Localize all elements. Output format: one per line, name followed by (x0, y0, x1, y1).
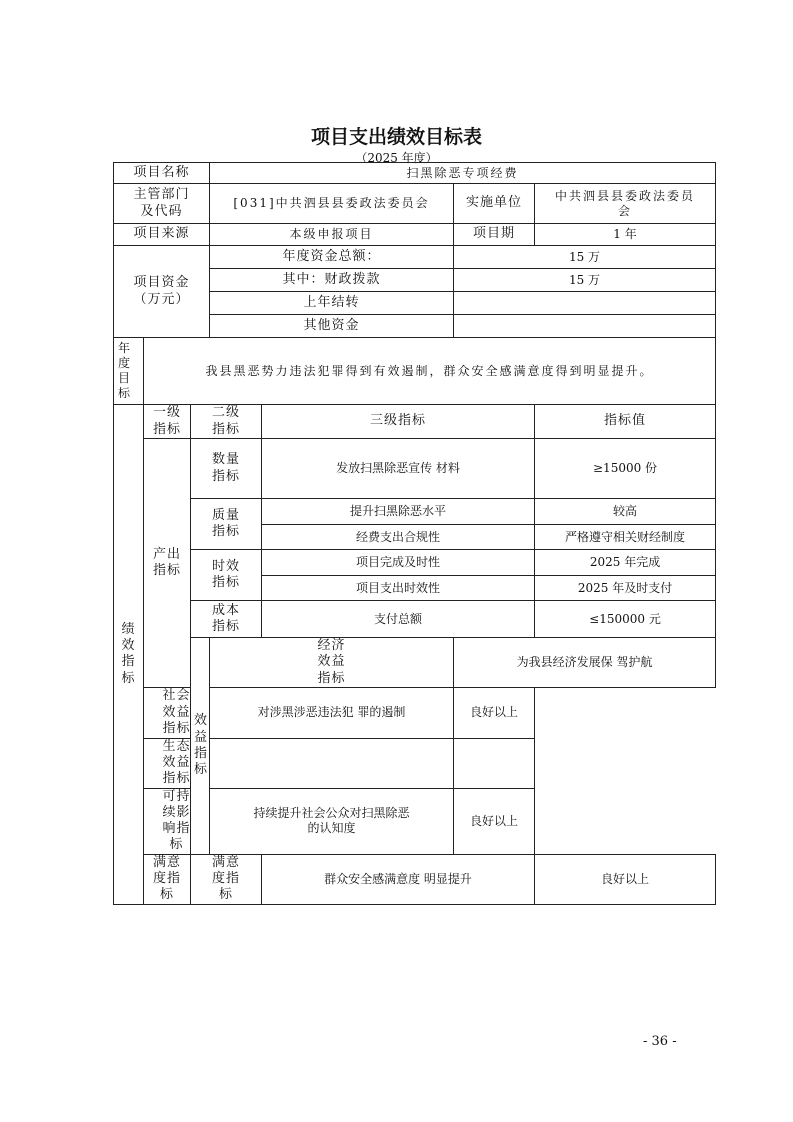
level1-header: 一级 指标 (144, 405, 191, 439)
level2-header: 二级 指标 (191, 405, 262, 439)
indicator-item: 对涉黑涉恶违法犯 罪的遏制 (210, 687, 454, 738)
indicator-item: 持续提升社会公众对扫黑除恶 的认知度 (210, 788, 454, 854)
funds-row-label: 上年结转 (210, 292, 454, 315)
funds-row-value: 15 万 (454, 269, 716, 292)
performance-indicators-label: 绩 效 指 标 (114, 405, 144, 905)
project-period-value: 1 年 (535, 224, 716, 246)
social-benefit-label: 社会 效益 指标 (144, 687, 210, 738)
funds-row-label: 其中：财政拨款 (210, 269, 454, 292)
indicator-item: 发放扫黑除恶宣传 材料 (262, 439, 535, 499)
satisfaction-level1-label: 满意 度指 标 (144, 854, 191, 904)
indicator-value: ≥15000 份 (535, 439, 716, 499)
project-name-value: 扫黑除恶专项经费 (210, 163, 716, 184)
indicator-value: 良好以上 (535, 854, 716, 904)
level3-header: 三级指标 (262, 405, 535, 439)
project-source-label: 项目来源 (114, 224, 210, 246)
timeliness-indicator-label: 时效 指标 (191, 550, 262, 601)
indicator-item: 项目完成及时性 (262, 550, 535, 576)
indicator-value: 严格遵守相关财经制度 (535, 525, 716, 550)
funds-row-value (454, 315, 716, 338)
annual-goal-label: 年 度 目 标 (114, 338, 144, 405)
quality-indicator-label: 质量 指标 (191, 499, 262, 550)
impl-unit-label: 实施单位 (454, 184, 535, 224)
indicator-value: 较高 (535, 499, 716, 525)
funds-label: 项目资金 （万元） (114, 246, 210, 338)
satisfaction-level2-label: 满意 度指 标 (191, 854, 262, 904)
year-label: （2025 年度） (355, 151, 438, 165)
indicator-item (210, 738, 454, 788)
performance-goal-table (113, 162, 716, 905)
indicator-value: 良好以上 (454, 788, 535, 854)
benefit-indicators-label: 效益 指标 (191, 638, 210, 855)
ecological-benefit-label: 生态 效益 指标 (144, 738, 210, 788)
indicator-value-header: 指标值 (535, 405, 716, 439)
indicator-item: 为我县经济发展保 驾护航 (454, 638, 716, 688)
sustainable-impact-label: 可持 续影 响指 标 (144, 788, 210, 854)
page-number: - 36 - (643, 1034, 677, 1049)
funds-row-value: 15 万 (454, 246, 716, 269)
project-name-label: 项目名称 (114, 163, 210, 184)
indicator-value: ≤150000 元 (535, 601, 716, 638)
dept-label: 主管部门 及代码 (114, 184, 210, 224)
indicator-item: 支付总额 (262, 601, 535, 638)
impl-unit-value: 中共泗县县委政法委员 会 (535, 184, 716, 224)
indicator-value (454, 738, 535, 788)
indicator-item: 提升扫黑除恶水平 (262, 499, 535, 525)
indicator-value: 良好以上 (454, 687, 535, 738)
indicator-value: 2025 年完成 (535, 550, 716, 576)
project-source-value: 本级申报项目 (210, 224, 454, 246)
indicator-value: 2025 年及时支付 (535, 576, 716, 601)
project-period-label: 项目期 (454, 224, 535, 246)
funds-row-label: 其他资金 (210, 315, 454, 338)
funds-row-value (454, 292, 716, 315)
dept-value: [031]中共泗县县委政法委员会 (210, 184, 454, 224)
cost-indicator-label: 成本 指标 (191, 601, 262, 638)
funds-row-label: 年度资金总额： (210, 246, 454, 269)
output-indicators-label: 产出 指标 (144, 439, 191, 688)
indicator-item: 经费支出合规性 (262, 525, 535, 550)
quantity-indicator-label: 数量 指标 (191, 439, 262, 499)
economic-benefit-label: 经济 效益 指标 (210, 638, 454, 688)
table-title: 项目支出绩效目标表 (310, 126, 482, 148)
annual-goal-text: 我县黑恶势力违法犯罪得到有效遏制，群众安全感满意度得到明显提升。 (144, 338, 716, 405)
indicator-item: 项目支出时效性 (262, 576, 535, 601)
indicator-item: 群众安全感满意度 明显提升 (262, 854, 535, 904)
